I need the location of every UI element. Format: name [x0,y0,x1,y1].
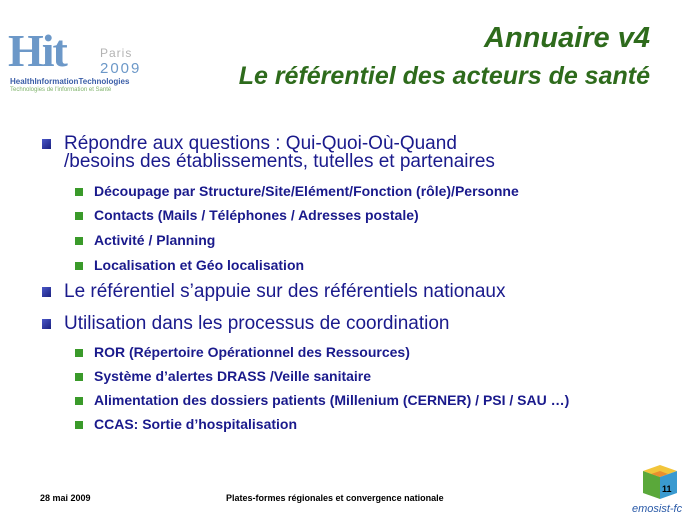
square-bullet-icon [75,237,83,245]
logo-year: 2009 [100,60,142,77]
logo-tagline-fr: Technologies de l'information et Santé [10,87,112,93]
square-bullet-icon [75,373,83,381]
sub-bullet-text: Système d’alertes DRASS /Veille sanitaire [94,368,372,384]
main-bullet-text: Utilisation dans les processus de coordination [64,313,450,334]
slide-title: Annuaire v4 [484,22,650,54]
square-bullet-icon [75,349,83,357]
main-bullet-text: Le référentiel s’appuie sur des référentiels nationaux [64,281,506,302]
square-bullet-icon [42,319,51,329]
footer-date: 28 mai 2009 [40,493,91,503]
logo-city: Paris [100,46,133,60]
sub-bullet-text: Alimentation des dossiers patients (Millenium (CERNER) / PSI / SAU …) [94,392,570,408]
slide-subtitle: Le référentiel des acteurs de santé [238,62,650,90]
logo-brand: Hit [8,25,66,76]
square-bullet-icon [75,212,83,220]
square-bullet-icon [42,287,51,297]
page-number: 11 [662,484,672,494]
emosist-logo-text: emosist-fc [632,503,683,515]
main-bullet-text: /besoins des établissements, tutelles et partenaires [64,151,495,172]
square-bullet-icon [75,262,83,270]
sub-bullet-text: Contacts (Mails / Téléphones / Adresses postale) [94,207,419,223]
sub-bullet-text: CCAS: Sortie d’hospitalisation [94,416,298,432]
sub-bullet-text: Activité / Planning [94,232,216,248]
square-bullet-icon [75,397,83,405]
square-bullet-icon [42,139,51,149]
emosist-cube-icon [637,463,683,501]
square-bullet-icon [75,421,83,429]
footer-title: Plates-formes régionales et convergence nationale [226,493,444,503]
logo-tagline: HealthInformationTechnologies [10,77,130,86]
square-bullet-icon [75,188,83,196]
sub-bullet-text: Localisation et Géo localisation [94,257,305,273]
sub-bullet-text: Découpage par Structure/Site/Elément/Fonction (rôle)/Personne [94,183,519,199]
main-bullet-text: Répondre aux questions : Qui-Quoi-Où-Quand [64,133,457,154]
sub-bullet-text: ROR (Répertoire Opérationnel des Ressources) [94,344,410,360]
hit-logo [8,24,188,96]
